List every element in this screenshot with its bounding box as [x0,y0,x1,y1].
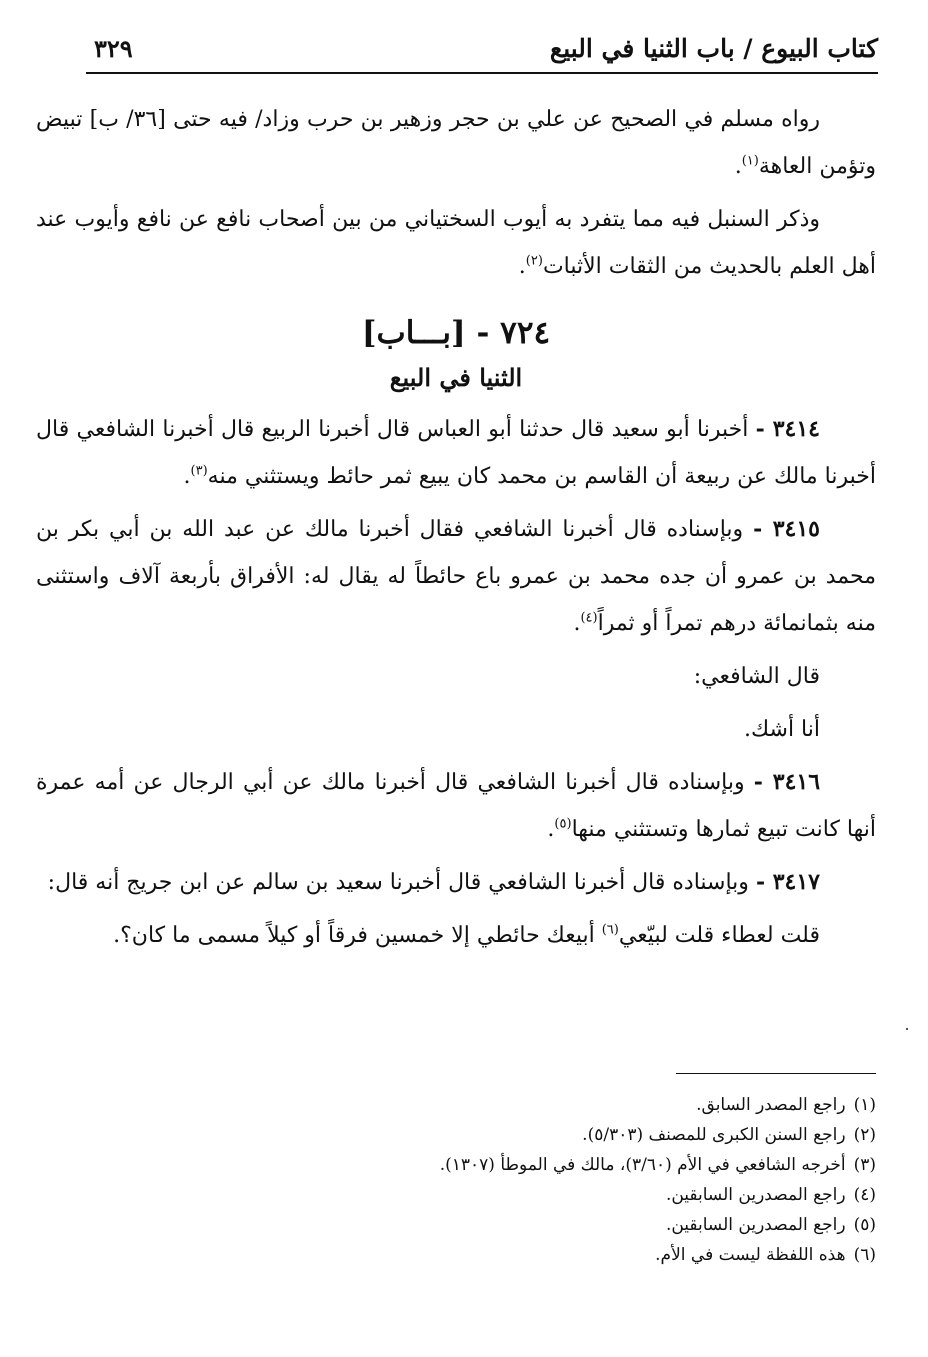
footnotes [276,1090,876,1270]
footnote-number: (٦) [853,1245,876,1265]
hadith-text: وبإسناده قال أخبرنا الشافعي فقال أخبرنا مالك عن عبد الله بن أبي بكر بن محمد بن عمرو أن جده محمد بن عمرو باع حائطاً له يقال له: الأفراق بأربعة آلاف واستثنى منه بثمانمائة درهم تمراً أو ثمراً [36,517,876,636]
footnote-marker: (٦) [601,922,619,938]
header-rule [86,72,878,74]
footnote-text: هذه اللفظة ليست في الأم. [655,1245,846,1265]
footnote-marker: (٥) [554,816,572,832]
footnote-3 [276,1150,876,1180]
paragraph-1-text: رواه مسلم في الصحيح عن علي بن حجر وزهير بن حرب وزاد/ فيه حتى [٣٦/ ب] تبيض وتؤمن العاهة [36,107,876,179]
footnote-2 [276,1120,876,1150]
hadith-3414: ٣٤١٤ - أخبرنا أبو سعيد قال حدثنا أبو العباس قال أخبرنا الربيع قال أخبرنا الشافعي قال أخبرنا مالك عن ربيعة أن القاسم بن محمد كان يبيع ثمر حائط ويستثني منه$^{(٣)}$. [36,416,876,489]
footnote-1 [276,1090,876,1120]
chapter-subtitle: الثنيا في البيع [389,363,523,392]
footnote-text: راجع السنن الكبرى للمصنف (٥/٣٠٣). [582,1125,846,1145]
footnote-text: راجع المصدر السابق. [696,1095,846,1115]
footnote-number: (١) [853,1095,876,1115]
hadith-text: وبإسناده قال أخبرنا الشافعي قال أخبرنا مالك عن أبي الرجال عن أمه عمرة أنها كانت تبيع ثمارها وتستثني منها [36,770,876,842]
paragraph-1: رواه مسلم في الصحيح عن علي بن حجر وزهير بن حرب وزاد/ فيه حتى [٣٦/ ب] تبيض وتؤمن العاهة$^{(١)}$. [36,107,876,179]
paragraph-ata-text-a: قلت لعطاء قلت لبيّعي [618,923,820,948]
paragraph-2-text: وذكر السنبل فيه مما يتفرد به أيوب السختياني من بين أصحاب نافع عن نافع وأيوب عند أهل العلم بالحديث من الثقات الأثبات [36,207,876,279]
hadith-number: ٣٤١٥ - [753,516,820,542]
chapter-title: ٧٢٤ - [بـــاب] [361,315,551,351]
hadith-number: ٣٤١٤ - [755,416,820,442]
paragraph-ata [36,912,876,959]
footnote-5 [276,1210,876,1240]
page-header [86,28,878,74]
footnote-number: (٥) [853,1215,876,1235]
footnote-6 [276,1240,876,1270]
running-title: كتاب البيوع / باب الثنيا في البيع [549,34,878,63]
scan-speck [906,1028,908,1030]
hadith-3416: ٣٤١٦ - وبإسناده قال أخبرنا الشافعي قال أخبرنا مالك عن أبي الرجال عن أمه عمرة أنها كانت تبيع ثمارها وتستثني منها$^{(٥)}$. [36,769,876,842]
footnote-marker: (٢) [525,253,543,269]
footnote-text: راجع المصدرين السابقين. [665,1215,846,1235]
footnote-number: (٣) [853,1155,876,1175]
hadith-number: ٣٤١٦ - [753,769,821,795]
footnote-text: أخرجه الشافعي في الأم (٣/٦٠)، مالك في الموطأ (١٣٠٧). [439,1155,846,1175]
hadith-number: ٣٤١٧ - [755,869,820,895]
footnote-4 [276,1180,876,1210]
body-text [36,96,876,965]
footnote-marker: (١) [741,153,759,169]
hadith-text: وبإسناده قال أخبرنا الشافعي قال أخبرنا سعيد بن سالم عن ابن جريج أنه قال: [47,870,749,895]
paragraph-ana-ashukku: أنا أشك. [743,717,820,742]
footnote-number: (٤) [853,1185,876,1205]
footnote-separator [676,1073,876,1074]
hadith-3417 [36,859,876,906]
paragraph-ata-text-b: أبيعك حائطي إلا خمسين فرقاً أو كيلاً مسمى ما كان؟. [113,923,595,948]
paragraph-2: وذكر السنبل فيه مما يتفرد به أيوب السختياني من بين أصحاب نافع عن نافع وأيوب عند أهل العلم بالحديث من الثقات الأثبات$^{(٢)}$. [36,207,876,279]
page-number: ٣٢٩ [94,34,133,63]
paragraph-qala-shafii: قال الشافعي: [693,664,820,689]
footnote-text: راجع المصدرين السابقين. [665,1185,846,1205]
footnote-number: (٢) [853,1125,876,1145]
footnote-marker: (٤) [580,610,598,626]
hadith-text: أخبرنا أبو سعيد قال حدثنا أبو العباس قال أخبرنا الربيع قال أخبرنا الشافعي قال أخبرنا مالك عن ربيعة أن القاسم بن محمد كان يبيع ثمر حائط ويستثني منه [36,417,876,489]
hadith-3415: ٣٤١٥ - وبإسناده قال أخبرنا الشافعي فقال أخبرنا مالك عن عبد الله بن أبي بكر بن محمد بن عمرو أن جده محمد بن عمرو باع حائطاً له يقال له: الأفراق بأربعة آلاف واستثنى منه بثمانمائة درهم تمراً أو ثمراً$^{(٤)}$. [36,516,876,636]
footnote-marker: (٣) [190,463,208,479]
